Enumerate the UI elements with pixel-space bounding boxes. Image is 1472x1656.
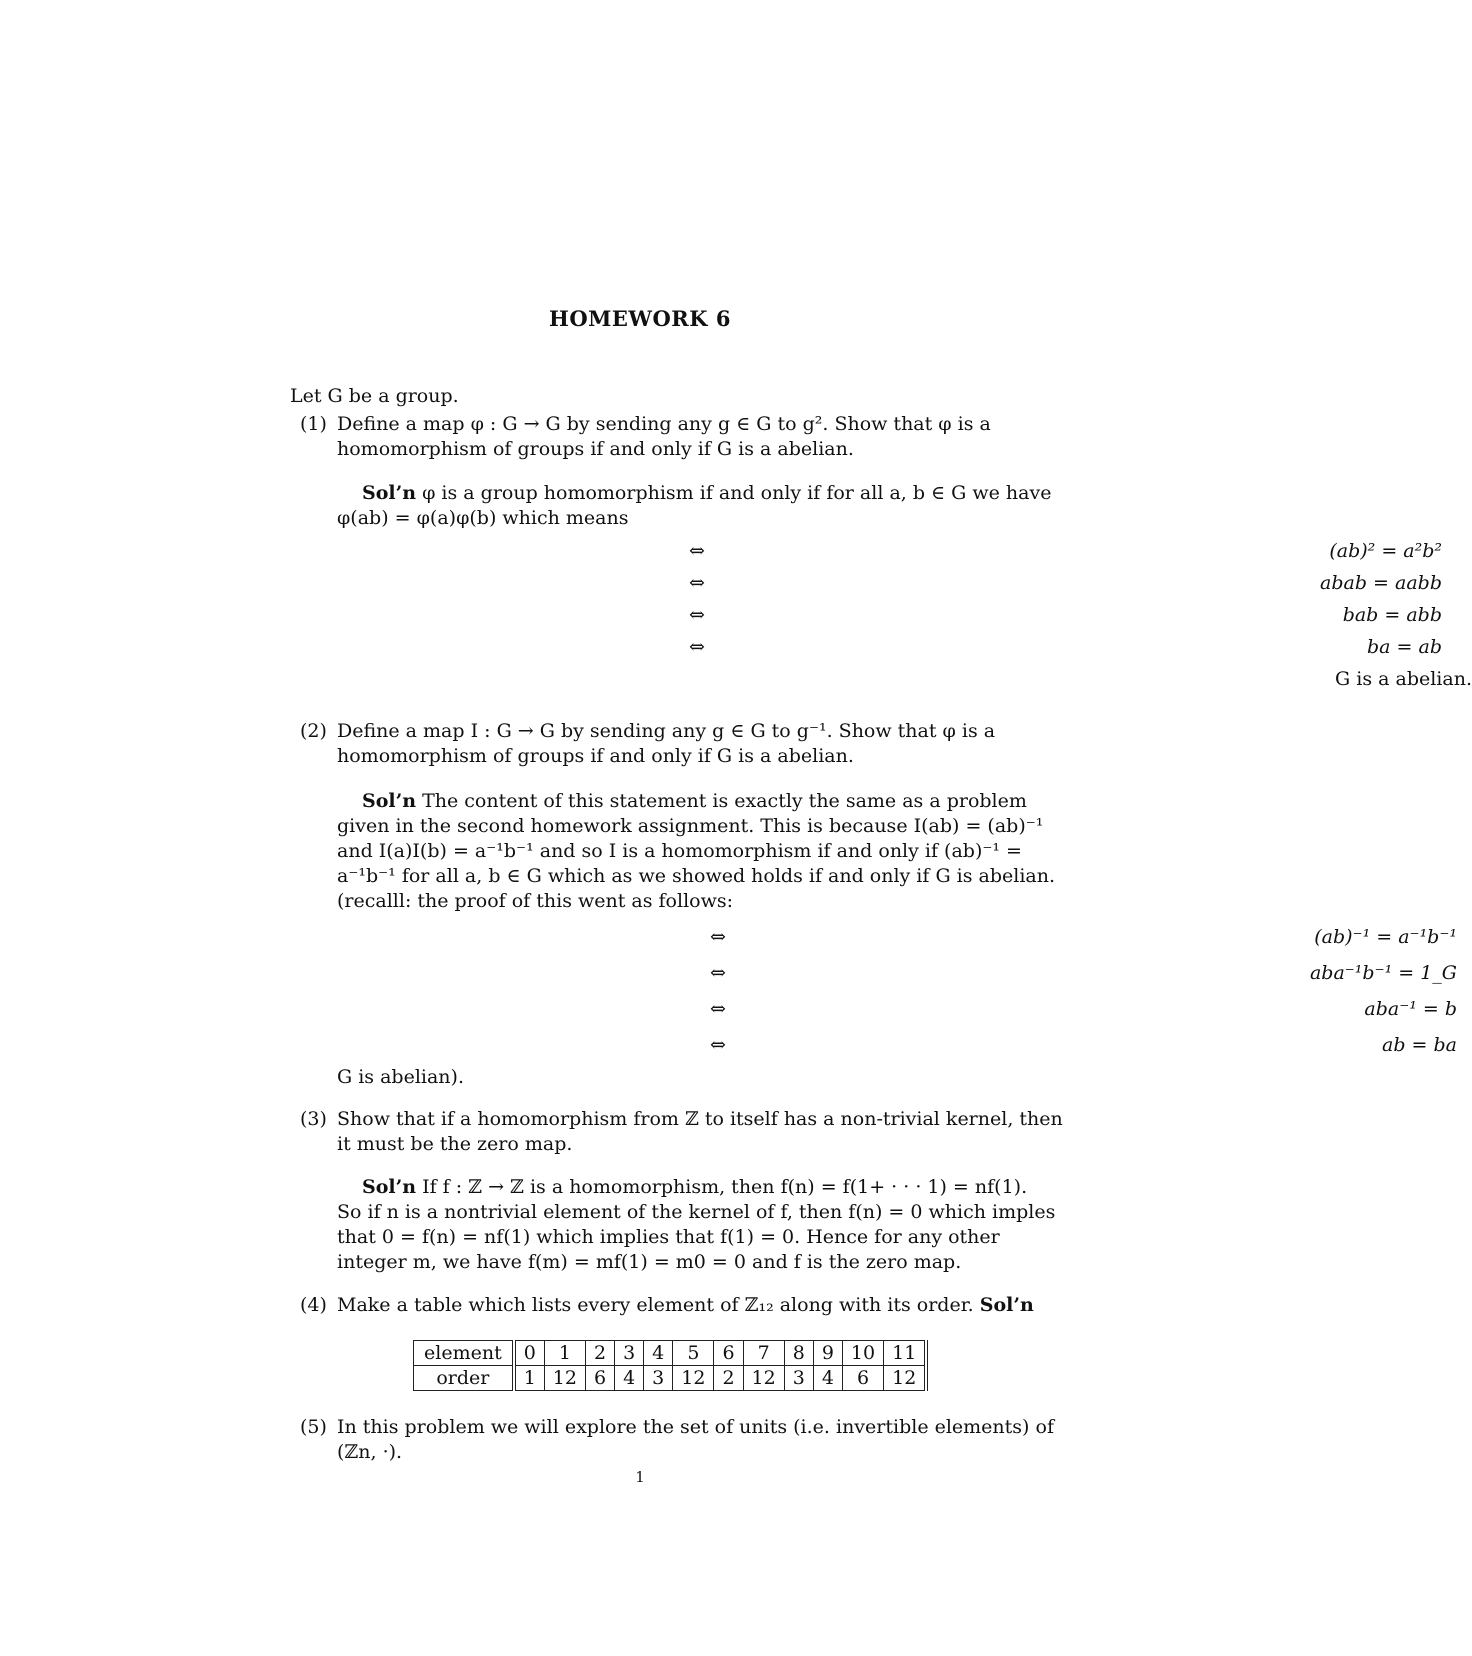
eq1-3-lhs: bab = abb <box>1342 604 1442 626</box>
problem-2-line-1: Define a map I : G → G by sending any g ∈ G to g⁻¹. Show that φ is a <box>337 720 996 742</box>
element-cell: 5 <box>673 1341 714 1366</box>
page-title: HOMEWORK 6 <box>549 306 731 331</box>
eq1-2-rhs: ⇔ <box>689 572 705 594</box>
solution-3-label: Sol’n <box>362 1176 417 1198</box>
problem-3-line-2: it must be the zero map. <box>337 1133 573 1155</box>
order-cell: 1 <box>514 1366 545 1391</box>
order-table <box>413 1340 928 1391</box>
row-label-element: element <box>414 1341 514 1366</box>
eq2-4-lhs: ab = ba <box>1382 1034 1457 1056</box>
eq1-2-lhs: abab = aabb <box>1320 572 1442 594</box>
problem-1-number: (1) <box>300 413 327 435</box>
solution-2-label: Sol’n <box>362 790 417 812</box>
problem-3-number: (3) <box>300 1108 327 1130</box>
eq2-1-lhs: (ab)⁻¹ = a⁻¹b⁻¹ <box>1314 926 1457 948</box>
element-cell: 6 <box>714 1341 743 1366</box>
element-cell: 4 <box>644 1341 673 1366</box>
eq1-4-lhs: ba = ab <box>1367 636 1442 658</box>
eq2-1-rhs: ⇔ <box>710 926 726 948</box>
solution-3-line-1 <box>362 1176 1027 1198</box>
solution-3-text: If f : ℤ → ℤ is a homomorphism, then f(n) = f(1+ · · · 1) = nf(1). <box>416 1176 1028 1198</box>
order-cell: 12 <box>884 1366 927 1391</box>
order-cell: 4 <box>813 1366 842 1391</box>
solution-2-line-5: (recalll: the proof of this went as follows: <box>337 890 733 912</box>
problem-5-line-1: In this problem we will explore the set of units (i.e. invertible elements) of <box>337 1416 1054 1438</box>
eq1-1-lhs: (ab)² = a²b² <box>1329 540 1442 562</box>
element-cell: 8 <box>784 1341 813 1366</box>
eq1-3-rhs: ⇔ <box>689 604 705 626</box>
eq2-2-lhs: aba⁻¹b⁻¹ = 1_G <box>1309 962 1457 984</box>
problem-2-number: (2) <box>300 720 327 742</box>
order-cell: 12 <box>544 1366 585 1391</box>
solution-1-label: Sol’n <box>362 482 417 504</box>
element-cell: 7 <box>743 1341 784 1366</box>
problem-4-number: (4) <box>300 1294 327 1316</box>
order-cell: 6 <box>842 1366 883 1391</box>
solution-3-line-2: So if n is a nontrivial element of the kernel of f, then f(n) = 0 which imples <box>337 1201 1056 1223</box>
element-cell: 3 <box>615 1341 644 1366</box>
problem-4-text: Make a table which lists every element of ℤ₁₂ along with its order. <box>337 1294 980 1316</box>
eq1-1-rhs: ⇔ <box>689 540 705 562</box>
solution-2-text: The content of this statement is exactly the same as a problem <box>416 790 1027 812</box>
solution-1-line-2: φ(ab) = φ(a)φ(b) which means <box>337 507 629 529</box>
table-row-elements <box>414 1341 927 1366</box>
element-cell: 1 <box>544 1341 585 1366</box>
solution-2-closing: G is abelian). <box>337 1066 464 1088</box>
eq2-2-rhs: ⇔ <box>710 962 726 984</box>
row-label-order: order <box>414 1366 514 1391</box>
order-cell: 4 <box>615 1366 644 1391</box>
element-cell: 2 <box>585 1341 614 1366</box>
problem-1-line-1: Define a map φ : G → G by sending any g ∈ G to g². Show that φ is a <box>337 413 991 435</box>
solution-2-line-3: and I(a)I(b) = a⁻¹b⁻¹ and so I is a homomorphism if and only if (ab)⁻¹ = <box>337 840 1022 862</box>
eq1-4-rhs: ⇔ <box>689 636 705 658</box>
solution-4-label: Sol’n <box>979 1294 1034 1316</box>
solution-2-line-4: a⁻¹b⁻¹ for all a, b ∈ G which as we showed holds if and only if G is abelian. <box>337 865 1056 887</box>
eq1-5-lhs: G is a abelian. <box>1335 668 1472 690</box>
solution-2-line-1 <box>362 790 1027 812</box>
solution-2-line-2: given in the second homework assignment. This is because I(ab) = (ab)⁻¹ <box>337 815 1044 837</box>
element-cell: 9 <box>813 1341 842 1366</box>
solution-3-line-4: integer m, we have f(m) = mf(1) = m0 = 0 and f is the zero map. <box>337 1251 962 1273</box>
eq2-3-rhs: ⇔ <box>710 998 726 1020</box>
element-cell: 10 <box>842 1341 883 1366</box>
order-cell: 12 <box>673 1366 714 1391</box>
problem-5-number: (5) <box>300 1416 327 1438</box>
intro-text: Let G be a group. <box>290 385 459 407</box>
page-number: 1 <box>635 1468 645 1486</box>
element-cell: 0 <box>514 1341 545 1366</box>
order-cell: 2 <box>714 1366 743 1391</box>
order-cell: 12 <box>743 1366 784 1391</box>
order-cell: 3 <box>784 1366 813 1391</box>
solution-1-text: φ is a group homomorphism if and only if for all a, b ∈ G we have <box>416 482 1052 504</box>
order-cell: 3 <box>644 1366 673 1391</box>
problem-1-line-2: homomorphism of groups if and only if G is a abelian. <box>337 438 854 460</box>
problem-5-line-2: (ℤn, ·). <box>337 1441 403 1463</box>
problem-3-line-1: Show that if a homomorphism from ℤ to itself has a non-trivial kernel, then <box>337 1108 1063 1130</box>
table-row-orders <box>414 1366 927 1391</box>
problem-4-line-1 <box>337 1294 1034 1316</box>
problem-2-line-2: homomorphism of groups if and only if G is a abelian. <box>337 745 854 767</box>
eq2-3-lhs: aba⁻¹ = b <box>1364 998 1457 1020</box>
solution-1-line-1 <box>362 482 1051 504</box>
order-cell: 6 <box>585 1366 614 1391</box>
element-cell: 11 <box>884 1341 927 1366</box>
solution-3-line-3: that 0 = f(n) = nf(1) which implies that f(1) = 0. Hence for any other <box>337 1226 1000 1248</box>
eq2-4-rhs: ⇔ <box>710 1034 726 1056</box>
